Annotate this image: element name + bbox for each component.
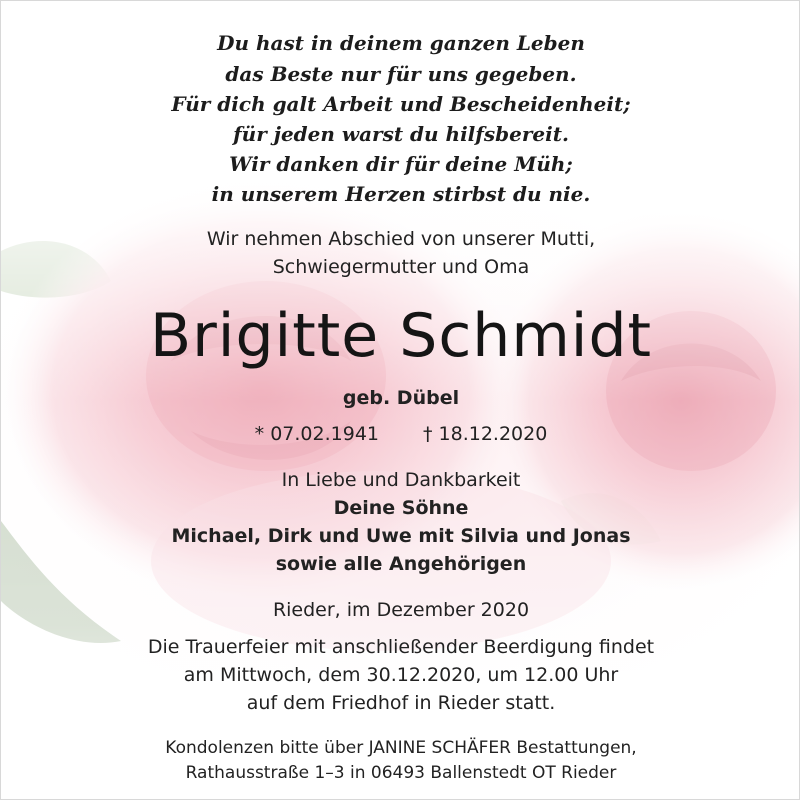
funeral-line-1: Die Trauerfeier mit anschließender Beerdigung findet: [147, 636, 655, 658]
poem-line-5: Wir danken dir für deine Müh;: [229, 152, 573, 176]
life-dates: [1, 423, 800, 445]
mourners-line-2: Michael, Dirk und Uwe mit Silvia und Jonas: [171, 525, 631, 547]
birth-name: geb. Dübel: [342, 387, 460, 409]
farewell-line-2: Schwiegermutter und Oma: [272, 256, 530, 278]
obituary-text: [1, 1, 800, 800]
mourners-line-3: sowie alle Angehörigen: [275, 553, 527, 575]
place-date: Rieder, im Dezember 2020: [272, 599, 530, 621]
condolences-line-2: Rathausstraße 1–3 in 06493 Ballenstedt OT Rieder: [185, 763, 617, 783]
mourners-line-1: Deine Söhne: [333, 497, 469, 519]
poem-line-6: in unserem Herzen stirbst du nie.: [211, 182, 591, 206]
funeral-line-3: auf dem Friedhof in Rieder statt.: [246, 692, 556, 714]
poem-line-4: für jeden warst du hilfsbereit.: [233, 122, 569, 146]
deceased-name: Brigitte Schmidt: [149, 301, 653, 371]
birth-date: * 07.02.1941: [254, 423, 379, 445]
mourners-intro: In Liebe und Dankbarkeit: [281, 469, 521, 491]
funeral-line-2: am Mittwoch, dem 30.12.2020, um 12.00 Uhr: [183, 664, 619, 686]
poem-line-3: Für dich galt Arbeit und Bescheidenheit;: [171, 92, 631, 116]
farewell-line-1: Wir nehmen Abschied von unserer Mutti,: [206, 228, 596, 250]
poem-line-2: das Beste nur für uns gegeben.: [225, 62, 577, 86]
poem-line-1: Du hast in deinem ganzen Leben: [217, 31, 585, 55]
death-date: † 18.12.2020: [423, 423, 548, 445]
condolences-line-1: Kondolenzen bitte über JANINE SCHÄFER Bestattungen,: [165, 738, 637, 758]
